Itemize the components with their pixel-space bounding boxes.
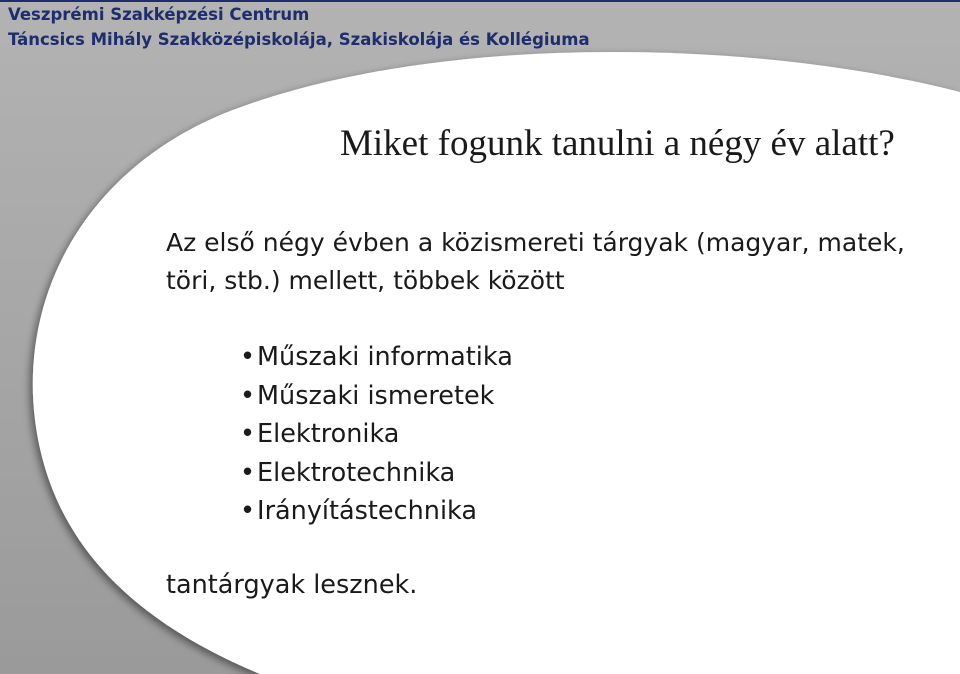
bullet-icon: • [240,496,256,526]
subject-label: Műszaki informatika [257,342,513,372]
subject-list-item [240,377,513,416]
slide-title: Miket fogunk tanulni a négy év alatt? [340,123,895,164]
school-full-name: Táncsics Mihály Szakközépiskolája, Szakiskolája és Kollégiuma [8,30,590,49]
subject-list [240,338,513,531]
bullet-icon: • [240,342,256,372]
bullet-icon: • [240,457,256,488]
subject-list-item [240,415,513,454]
bullet-icon: • [240,380,256,411]
header [0,0,960,58]
subject-label: Elektrotechnika [257,457,456,488]
subject-list-item [240,492,513,531]
subject-label: Elektronika [257,419,400,449]
subject-label: Műszaki ismeretek [257,380,495,411]
subject-list-item [240,338,513,377]
school-center-name: Veszprémi Szakképzési Centrum [8,5,310,24]
intro-paragraph: Az első négy évben a közismereti tárgyak (magyar, matek, töri, stb.) mellett, többek között [166,228,905,295]
subject-label: Irányítástechnika [257,496,477,526]
subject-list-item [240,454,513,493]
outro-text: tantárgyak lesznek. [166,570,418,600]
bullet-icon: • [240,419,256,449]
